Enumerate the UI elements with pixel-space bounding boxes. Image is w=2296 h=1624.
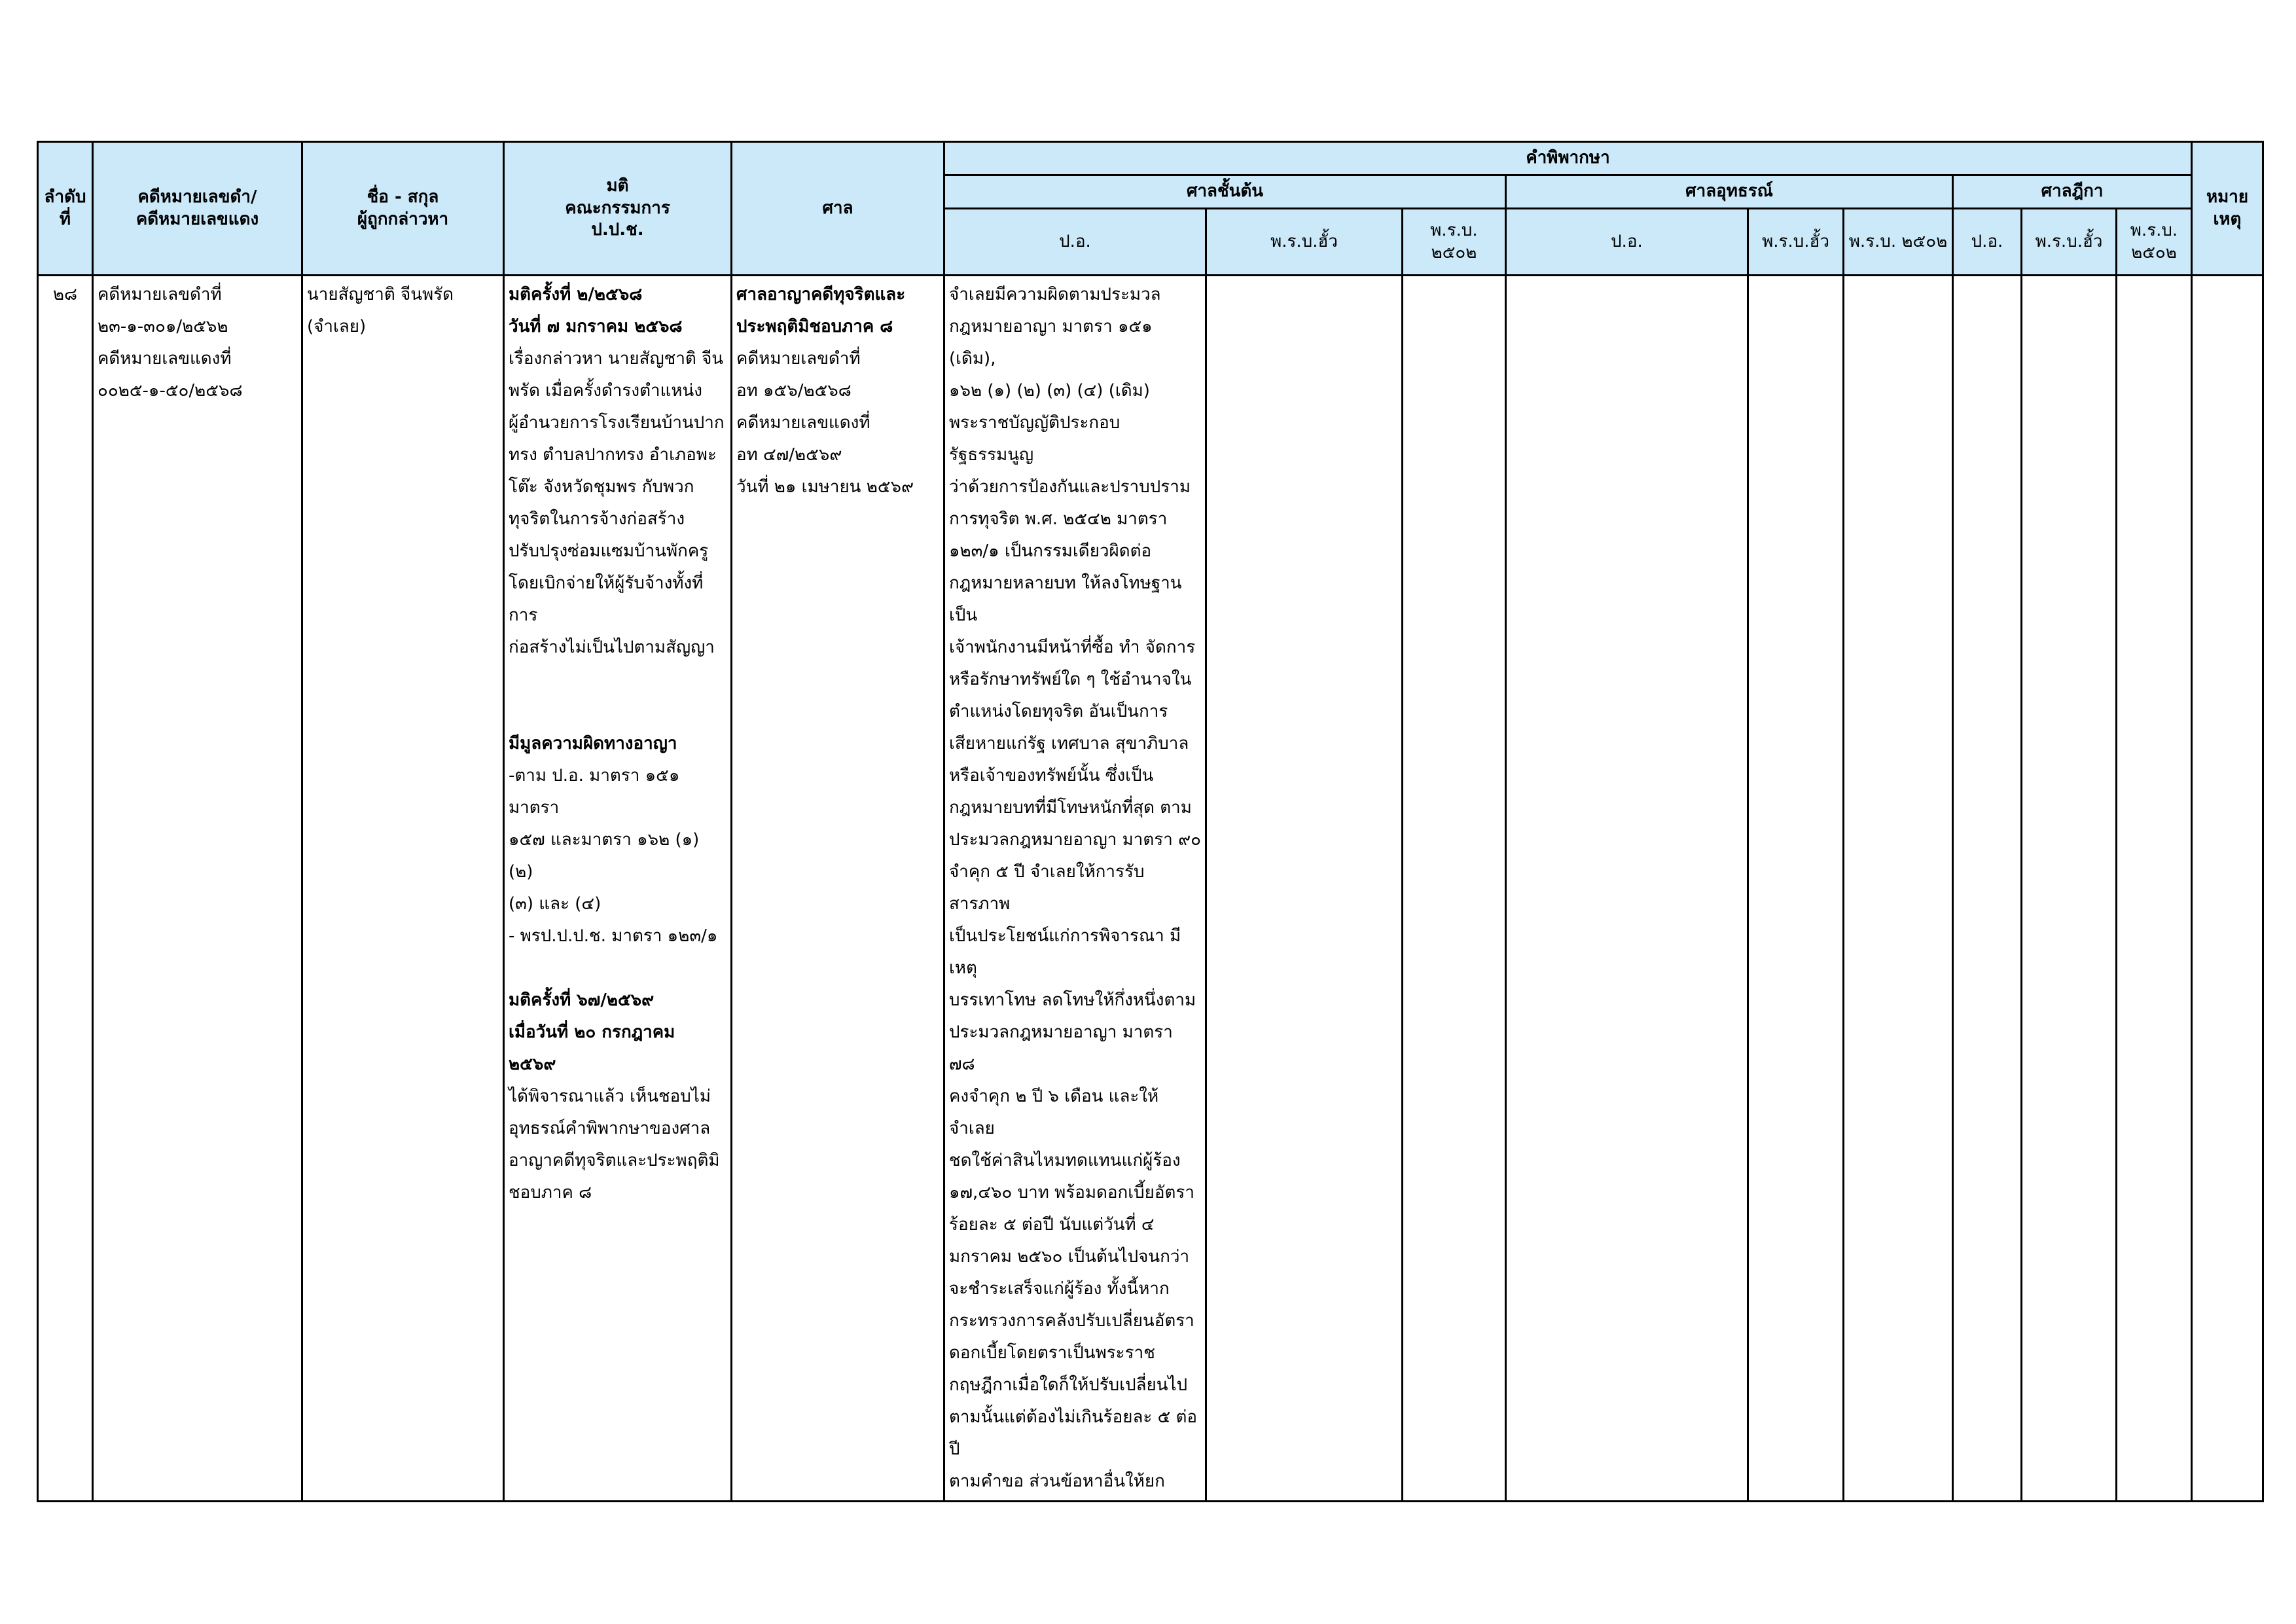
header-court-appeal: ศาลอุทธรณ์: [1506, 175, 1953, 209]
header-supreme-bid-act: พ.ร.บ.ฮั้ว: [2022, 209, 2117, 276]
header-first-po: ป.อ.: [944, 209, 1206, 276]
cell-first-act-2502: [1403, 276, 1506, 1502]
header-court-supreme: ศาลฎีกา: [1953, 175, 2192, 209]
header-first-bid-act: พ.ร.บ.ฮั้ว: [1206, 209, 1403, 276]
header-court-first-instance: ศาลชั้นต้น: [944, 175, 1506, 209]
cell-appeal-bid-act: [1748, 276, 1844, 1502]
header-judgment: คำพิพากษา: [944, 142, 2192, 175]
table-row: [38, 276, 2263, 1502]
resolution-2-title: มติครั้งที่ ๖๗/๒๕๖๙: [509, 990, 655, 1010]
header-court: ศาล: [732, 142, 944, 276]
header-appeal-po: ป.อ.: [1506, 209, 1748, 276]
resolution-1-title: มติครั้งที่ ๒/๒๕๖๘: [509, 285, 643, 304]
cell-nacc-resolution: [504, 276, 732, 1502]
cell-first-po-judgment: จำเลยมีความผิดตามประมวล กฎหมายอาญา มาตรา ๑๕๑ (เดิม), ๑๖๒ (๑) (๒) (๓) (๔) (เดิม) พระราชบัญญัติประกอบรัฐธรรมนูญ ว่าด้วยการป้องกันและปราบปราม การทุจริต พ.ศ. ๒๕๔๒ มาตรา ๑๒๓/๑ เป็นกรรมเดียวผิดต่อ กฎหมายหลายบท ให้ลงโทษฐานเป็น เจ้าพนักงานมีหน้าที่ซื้อ ทำ จัดการ หรือรักษาทรัพย์ใด ๆ ใช้อำนาจใน ตำแหน่งโดยทุจริต อันเป็นการ เสียหายแก่รัฐ เทศบาล สุขาภิบาล หรือเจ้าของทรัพย์นั้น ซึ่งเป็น กฎหมายบทที่มีโทษหนักที่สุด ตาม ประมวลกฎหมายอาญา มาตรา ๙๐ จำคุก ๕ ปี จำเลยให้การรับสารภาพ เป็นประโยชน์แก่การพิจารณา มีเหตุ บรรเทาโทษ ลดโทษให้กึ่งหนึ่งตาม ประมวลกฎหมายอาญา มาตรา ๗๘ คงจำคุก ๒ ปี ๖ เดือน และให้จำเลย ชดใช้ค่าสินไหมทดแทนแก่ผู้ร้อง ๑๗,๔๖๐ บาท พร้อมดอกเบี้ยอัตรา ร้อยละ ๕ ต่อปี นับแต่วันที่ ๔ มกราคม ๒๕๖๐ เป็นต้นไปจนกว่า จะชำระเสร็จแก่ผู้ร้อง ทั้งนี้หาก กระทรวงการคลังปรับเปลี่ยนอัตรา ดอกเบี้ยโดยตราเป็นพระราช กฤษฎีกาเมื่อใดก็ให้ปรับเปลี่ยนไป ตามนั้นแต่ต้องไม่เกินร้อยละ ๕ ต่อปี ตามคำขอ ส่วนข้อหาอื่นให้ยก: [944, 276, 1206, 1502]
charge-body: -ตาม ป.อ. มาตรา ๑๕๑ มาตรา ๑๕๗ และมาตรา ๑๖๒ (๑) (๒) (๓) และ (๔) - พรป.ป.ป.ช. มาตรา ๑๒๓/๑: [509, 766, 718, 946]
cell-supreme-act-2502: [2117, 276, 2192, 1502]
cell-seq: ๒๘: [38, 276, 93, 1502]
cell-first-bid-act: [1206, 276, 1403, 1502]
header-accused-name: ชื่อ - สกุล ผู้ถูกกล่าวหา: [302, 142, 504, 276]
resolution-1-date: วันที่ ๗ มกราคม ๒๕๖๘: [509, 317, 683, 336]
court-case-details: คดีหมายเลขดำที่ อท ๑๕๖/๒๕๖๘ คดีหมายเลขแดงที่ อท ๔๗/๒๕๖๙ วันที่ ๒๑ เมษายน ๒๕๖๙: [736, 349, 914, 497]
resolution-2-date: เมื่อวันที่ ๒๐ กรกฎาคม ๒๕๖๙: [509, 1022, 675, 1074]
cell-supreme-bid-act: [2022, 276, 2117, 1502]
cell-appeal-po: [1506, 276, 1748, 1502]
header-seq: ลำดับ ที่: [38, 142, 93, 276]
resolution-2-body: ได้พิจารณาแล้ว เห็นชอบไม่ อุทธรณ์คำพิพากษาของศาล อาญาคดีทุจริตและประพฤติมิ ชอบภาค ๘: [509, 1087, 720, 1202]
cell-supreme-po: [1953, 276, 2022, 1502]
header-appeal-bid-act: พ.ร.บ.ฮั้ว: [1748, 209, 1844, 276]
header-appeal-act-2502: พ.ร.บ. ๒๕๐๒: [1844, 209, 1953, 276]
cell-remark: [2192, 276, 2263, 1502]
cell-case-no: คดีหมายเลขดำที่ ๒๓-๑-๓๐๑/๒๕๖๒ คดีหมายเลขแดงที่ ๐๐๒๕-๑-๕๐/๒๕๖๘: [93, 276, 302, 1502]
header-nacc-resolution: มติ คณะกรรมการ ป.ป.ช.: [504, 142, 732, 276]
resolution-1-body: เรื่องกล่าวหา นายสัญชาติ จีน พรัด เมื่อครั้งดำรงตำแหน่ง ผู้อำนวยการโรงเรียนบ้านปาก ทรง ตำบลปากทรง อำเภอพะ โต๊ะ จังหวัดชุมพร กับพวก ทุจริตในการจ้างก่อสร้าง ปรับปรุงซ่อมแซมบ้านพักครู โดยเบิกจ่ายให้ผู้รับจ้างทั้งที่การ ก่อสร้างไม่เป็นไปตามสัญญา: [509, 349, 725, 657]
cell-accused-name: นายสัญชาติ จีนพรัด (จำเลย): [302, 276, 504, 1502]
header-remark: หมาย เหตุ: [2192, 142, 2263, 276]
header-case-no: คดีหมายเลขดำ/ คดีหมายเลขแดง: [93, 142, 302, 276]
header-supreme-act-2502: พ.ร.บ. ๒๕๐๒: [2117, 209, 2192, 276]
charge-title: มีมูลความผิดทางอาญา: [509, 734, 677, 753]
header-supreme-po: ป.อ.: [1953, 209, 2022, 276]
cell-appeal-act-2502: [1844, 276, 1953, 1502]
cell-court: [732, 276, 944, 1502]
court-name: ศาลอาญาคดีทุจริตและ ประพฤติมิชอบภาค ๘: [736, 285, 906, 336]
case-table: [37, 141, 2264, 1502]
header-first-act-2502: พ.ร.บ. ๒๕๐๒: [1403, 209, 1506, 276]
